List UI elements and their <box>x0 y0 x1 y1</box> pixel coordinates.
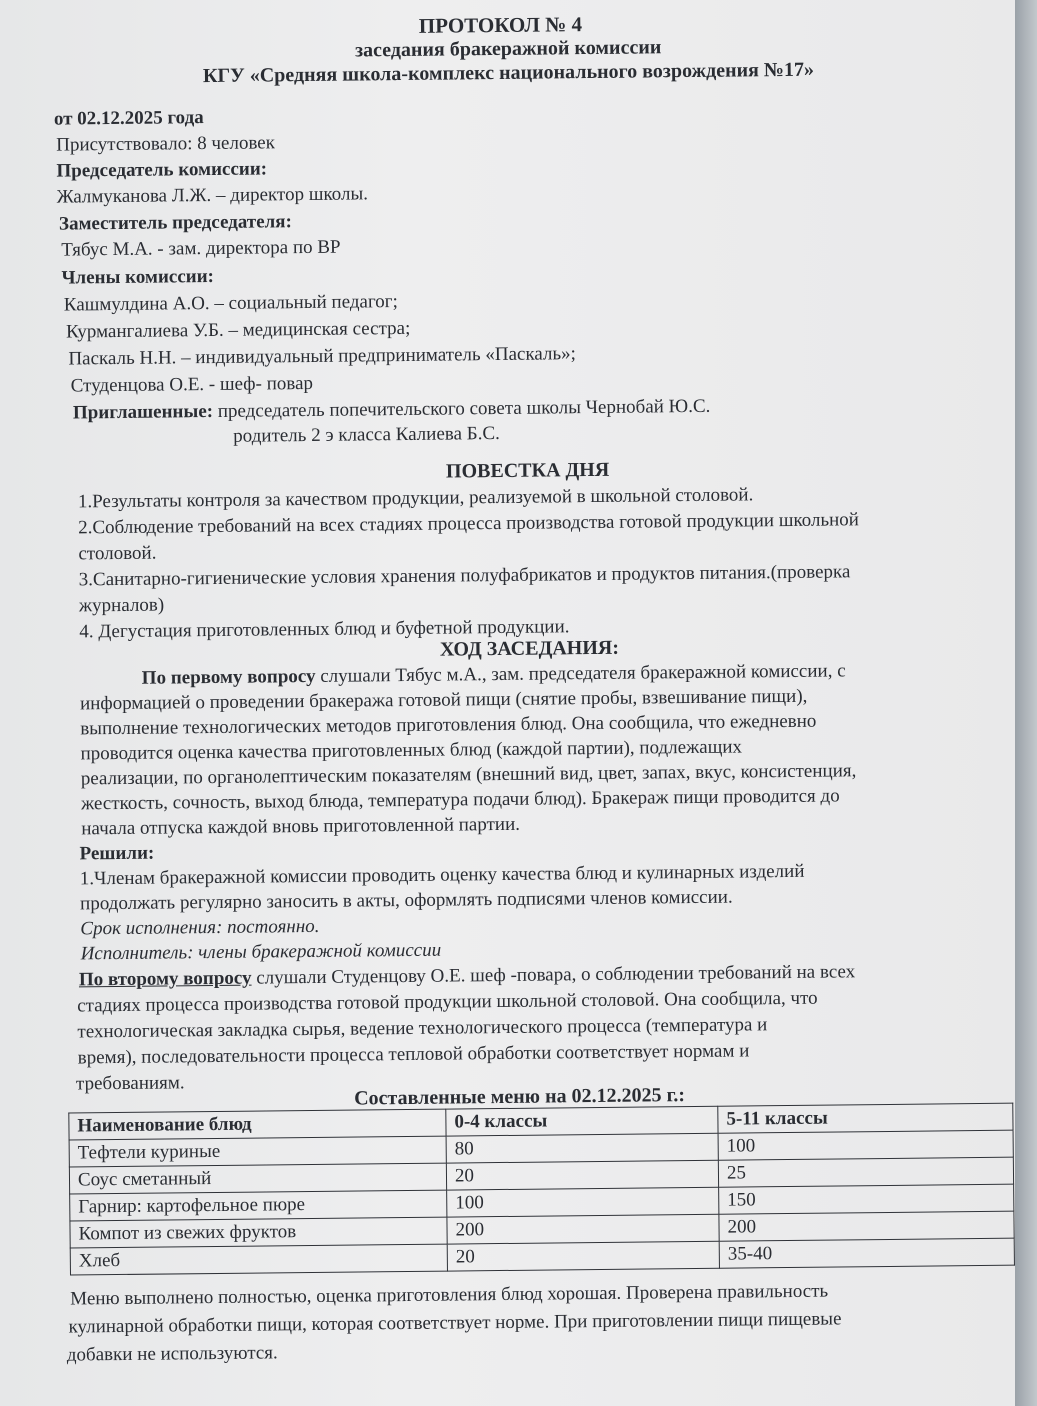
decision-line: продолжать регулярно заносить в акты, оформлять подписями членов комиссии. <box>80 886 733 915</box>
menu-caption: Составленные меню на 02.12.2025 г.: <box>354 1084 686 1110</box>
member-item: Студенцова О.Е. - шеф- повар <box>70 372 314 397</box>
agenda-item: 3.Санитарно-гигиенические условия хранения полуфабрикатов и продуктов питания.(проверка <box>78 561 851 591</box>
invited-line-1 <box>73 396 711 425</box>
q1-text-line: реализации, по органолептическим показателям (внешний вид, цвет, запах, вкус, консистенция, <box>80 760 857 790</box>
decided-label: Решили: <box>79 842 155 865</box>
invited-person-2: родитель 2 э класса Калиева Б.С. <box>233 422 500 447</box>
member-item: Кашмулдина А.О. – социальный педагог; <box>63 291 398 316</box>
q2-lead: По второму вопросу <box>78 967 252 991</box>
q2-text-line: требованиям. <box>75 1072 185 1095</box>
invited-person-1: председатель попечительского совета школы Чернобай Ю.С. <box>217 395 711 422</box>
conclusion-line: кулинарной обработки пищи, которая соответствует норме. При приготовлении пищи пищевые <box>68 1308 842 1338</box>
q1-text-line: начала отпуска каждой вновь приготовленной партии. <box>81 813 521 840</box>
protocol-date: от 02.12.2025 года <box>53 107 204 130</box>
q2-text-line: технологическая закладка сырья, ведение технологического процесса (температура и <box>77 1014 768 1043</box>
q2-first-text: слушали Студенцову О.Е. шеф -повара, о соблюдении требований на всех <box>251 961 856 989</box>
decision-line: 1.Членам бракеражной комиссии проводить оценку качества блюд и кулинарных изделий <box>79 860 805 890</box>
protocol-title: ПРОТОКОЛ № 4 <box>418 12 583 38</box>
deputy-name: Тябус М.А. - зам. директора по ВР <box>61 236 341 261</box>
members-label: Члены комиссии: <box>61 265 215 289</box>
agenda-item: 2.Соблюдение требований на всех стадиях процесса производства готовой продукции школьной <box>78 509 860 539</box>
chair-name: Жалмуканова Л.Ж. – директор школы. <box>56 183 369 208</box>
agenda-item: столовой. <box>78 542 157 565</box>
q2-first-line <box>79 961 855 991</box>
member-item: Паскаль Н.Н. – индивидуальный предприниматель «Паскаль»; <box>68 343 577 370</box>
menu-header-cell: 5-11 классы <box>718 1103 1013 1133</box>
background-edge <box>1015 0 1037 1406</box>
deadline: Срок исполнения: постоянно. <box>80 915 320 940</box>
menu-header-cell: 0-4 классы <box>446 1106 718 1136</box>
agenda-title: ПОВЕСТКА ДНЯ <box>445 458 610 483</box>
q1-text-line: информацией о проведении бракеража готовой пищи (снятие пробы, взвешивание пищи), <box>79 685 808 715</box>
organization-name: КГУ «Средняя школа-комплекс национального возрождения №17» <box>202 58 815 88</box>
dish-name: Компот из свежих фруктов <box>70 1217 447 1248</box>
portion-0-4: 80 <box>446 1133 718 1163</box>
protocol-subtitle: заседания бракеражной комиссии <box>354 36 662 62</box>
dish-name: Хлеб <box>70 1244 447 1275</box>
portion-5-11: 35-40 <box>719 1238 1014 1268</box>
portion-0-4: 200 <box>447 1214 719 1244</box>
q1-first-line <box>142 660 846 689</box>
portion-0-4: 20 <box>447 1241 719 1271</box>
dish-name: Соус сметанный <box>69 1163 446 1194</box>
deputy-label: Заместитель председателя: <box>58 211 292 235</box>
q1-text-line: жесткость, сочность, выход блюда, температура подачи блюд). Бракераж пищи проводится до <box>80 785 840 815</box>
portion-0-4: 20 <box>446 1160 718 1190</box>
dish-name: Гарнир: картофельное пюре <box>70 1190 447 1221</box>
menu-header-cell: Наименование блюд <box>69 1109 446 1140</box>
q1-lead: По первому вопросу <box>141 665 316 689</box>
proceedings-title: ХОД ЗАСЕДАНИЯ: <box>439 636 620 661</box>
invited-label: Приглашенные: <box>72 400 214 424</box>
executor: Исполнитель: члены бракеражной комиссии <box>80 939 442 965</box>
q1-first-text: слушали Тябус м.А., зам. председателя бракеражной комиссии, с <box>315 660 846 687</box>
chair-label: Председатель комиссии: <box>56 158 268 182</box>
agenda-item: журналов) <box>78 594 165 617</box>
q1-text-line: проводится оценка качества приготовленных блюд (каждой партии), подлежащих <box>80 736 743 765</box>
agenda-item: 4. Дегустация приготовленных блюд и буфетной продукции. <box>79 616 570 643</box>
agenda-item: 1.Результаты контроля за качеством продукции, реализуемой в школьной столовой. <box>77 484 754 513</box>
portion-0-4: 100 <box>447 1187 719 1217</box>
conclusion-line: Меню выполнено полностью, оценка приготовления блюд хорошая. Проверена правильность <box>70 1280 829 1310</box>
dish-name: Тефтели куриные <box>69 1136 446 1167</box>
conclusion-line: добавки не используются. <box>66 1342 278 1366</box>
q2-text-line: стадиях процесса производства готовой продукции школьной столовой. Она сообщила, что <box>77 987 818 1017</box>
portion-5-11: 100 <box>718 1130 1013 1160</box>
portion-5-11: 150 <box>719 1184 1014 1214</box>
portion-5-11: 200 <box>719 1211 1014 1241</box>
menu-table <box>68 1103 1015 1276</box>
member-item: Курмангалиева У.Б. – медицинская сестра; <box>66 317 411 343</box>
q1-text-line: выполнение технологических методов приготовления блюд. Она сообщила, что ежедневно <box>80 710 817 740</box>
portion-5-11: 25 <box>718 1157 1013 1187</box>
q2-text-line: время), последовательности процесса тепловой обработки соответствует нормам и <box>77 1040 750 1069</box>
present-count: Присутствовало: 8 человек <box>56 132 276 156</box>
